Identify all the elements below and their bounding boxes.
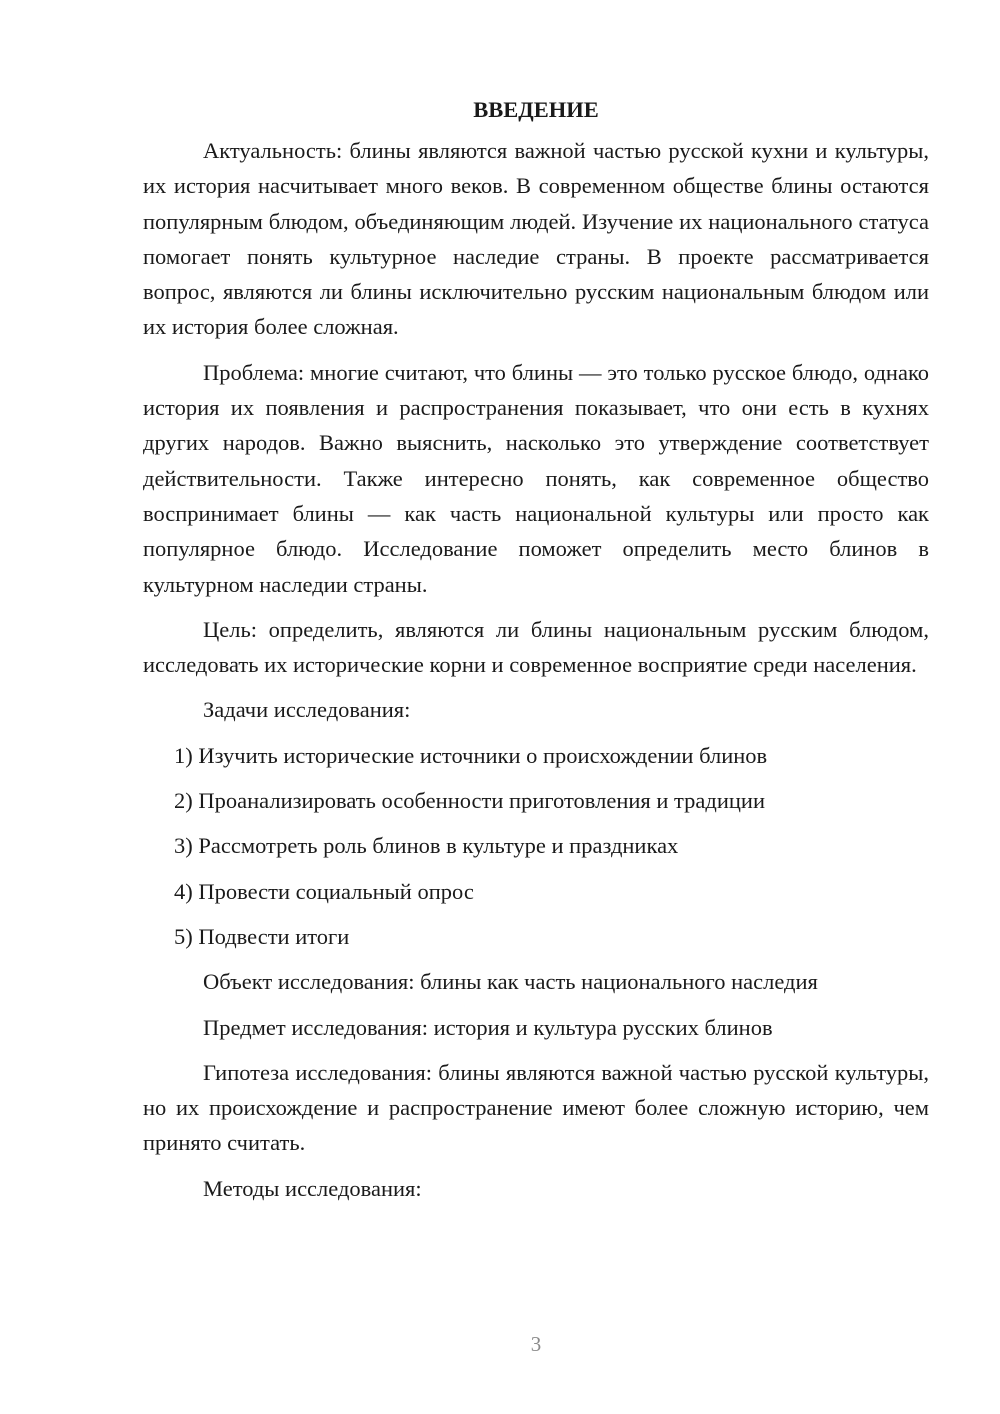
list-item-number: 4) <box>174 878 193 904</box>
list-item-text: Рассмотреть роль блинов в культуре и праздниках <box>198 833 679 859</box>
list-item <box>143 874 929 909</box>
hypothesis-paragraph: Гипотеза исследования: блины являются важной частью русской культуры, но их происхождение и распространение имеют более сложную историю, чем принято считать. <box>143 1059 929 1156</box>
tasks-list <box>143 738 929 954</box>
list-item <box>143 828 929 863</box>
methods-heading: Методы исследования: <box>203 1175 422 1201</box>
page-content <box>143 92 929 1216</box>
list-item <box>143 738 929 773</box>
list-item-number: 1) <box>174 742 193 768</box>
list-item <box>143 783 929 818</box>
list-item-text: Проанализировать особенности приготовления и традиции <box>198 788 766 814</box>
list-item-number: 2) <box>174 788 193 814</box>
problem-paragraph: Проблема: многие считают, что блины — это только русское блюдо, однако история их появления и распространения показывает, что они есть в кухнях других народов. Важно выяснить, насколько это утверждение соответствует действительности. Также интересно понять, как современное общество воспринимает блины — как часть национальной культуры или просто как популярное блюдо. Исследование поможет определить место блинов в культурном наследии страны. <box>143 359 929 597</box>
list-item-text: Изучить исторические источники о происхождении блинов <box>198 742 768 768</box>
research-subject: Предмет исследования: история и культура русских блинов <box>203 1014 773 1040</box>
list-item-number: 3) <box>174 833 193 859</box>
list-item <box>143 919 929 954</box>
section-title: ВВЕДЕНИЕ <box>473 97 599 122</box>
goal-paragraph: Цель: определить, являются ли блины национальным русским блюдом, исследовать их исторические корни и современное восприятие среди населения. <box>143 616 929 678</box>
list-item-text: Провести социальный опрос <box>198 878 474 904</box>
relevance-paragraph: Актуальность: блины являются важной частью русской кухни и культуры, их история насчитывает много веков. В современном обществе блины остаются популярным блюдом, объединяющим людей. Изучение их национального статуса помогает понять культурное наследие страны. В проекте рассматривается вопрос, являются ли блины исключительно русским национальным блюдом или их история более сложная. <box>143 138 929 340</box>
list-item-number: 5) <box>174 923 193 949</box>
list-item-text: Подвести итоги <box>198 923 350 949</box>
tasks-heading: Задачи исследования: <box>203 697 411 723</box>
research-object: Объект исследования: блины как часть национального наследия <box>203 969 818 995</box>
page-number: 3 <box>530 1332 542 1356</box>
